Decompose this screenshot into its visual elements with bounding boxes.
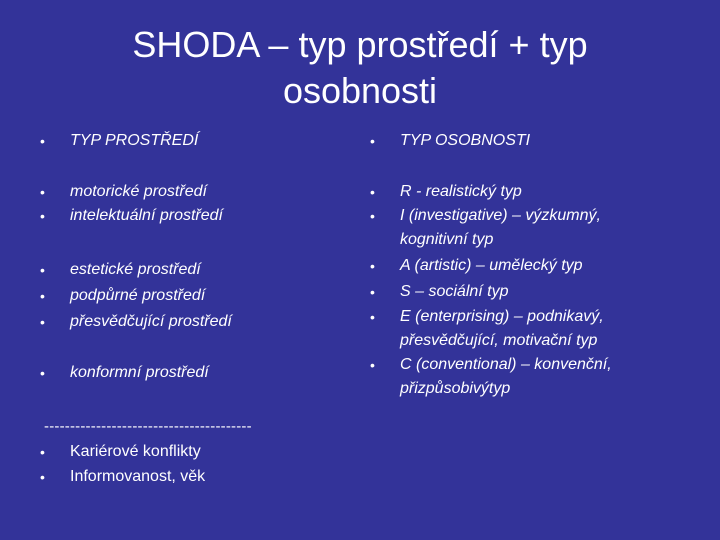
bullet: • xyxy=(40,444,45,460)
environment-type: podpůrné prostředí xyxy=(70,287,206,304)
personality-type: A (artistic) – umělecký typ xyxy=(400,257,583,274)
divider-line: ---------------------------------------- xyxy=(44,418,252,435)
bullet: • xyxy=(40,262,45,278)
bullet: • xyxy=(40,184,45,200)
list-item xyxy=(370,305,645,353)
bullet: • xyxy=(40,208,45,224)
bullet: • xyxy=(370,284,375,300)
right-header-text: TYP OSOBNOSTI xyxy=(400,132,531,149)
environment-type: přesvědčující prostředí xyxy=(70,313,232,330)
slide-title-line-2: osobnosti xyxy=(282,70,438,111)
slide-title xyxy=(40,22,680,114)
personality-type: C (conventional) – konvenční, přizpůsobivýtyp xyxy=(400,356,612,397)
list-item xyxy=(40,284,340,308)
bullet: • xyxy=(370,357,375,373)
bullet: • xyxy=(370,208,375,224)
bullet: • xyxy=(370,258,375,274)
bullet: • xyxy=(370,133,375,149)
bullet: • xyxy=(370,309,375,325)
bullet: • xyxy=(40,314,45,330)
list-item xyxy=(40,310,340,334)
list-item xyxy=(370,353,645,401)
environment-type: estetické prostředí xyxy=(70,261,201,278)
environment-type: motorické prostředí xyxy=(70,183,207,200)
personality-type: I (investigative) – výzkumný, kognitivní typ xyxy=(400,207,601,248)
environment-type: konformní prostředí xyxy=(70,364,209,381)
bullet: • xyxy=(370,184,375,200)
personality-type: R - realistický typ xyxy=(400,183,522,200)
slide-title-line-1: SHODA – typ prostředí + typ xyxy=(132,24,588,65)
left-column-header xyxy=(40,129,340,153)
list-item xyxy=(40,361,340,385)
bullet: • xyxy=(40,469,45,485)
list-item xyxy=(40,204,340,228)
list-item xyxy=(40,258,340,282)
list-item xyxy=(40,465,340,489)
list-item xyxy=(370,254,670,278)
environment-type: intelektuální prostředí xyxy=(70,207,223,224)
personality-type: S – sociální typ xyxy=(400,283,509,300)
bullet: • xyxy=(40,365,45,381)
list-item xyxy=(370,280,670,304)
left-header-text: TYP PROSTŘEDÍ xyxy=(70,132,199,149)
right-column-header xyxy=(370,129,670,153)
footer-item: Kariérové konflikty xyxy=(70,443,201,460)
footer-item: Informovanost, věk xyxy=(70,468,206,485)
list-item xyxy=(370,204,640,252)
list-item xyxy=(40,440,340,464)
bullet: • xyxy=(40,133,45,149)
list-item xyxy=(370,180,670,204)
bullet: • xyxy=(40,288,45,304)
personality-type: E (enterprising) – podnikavý, přesvědčující, motivační typ xyxy=(400,308,604,349)
list-item xyxy=(40,180,340,204)
